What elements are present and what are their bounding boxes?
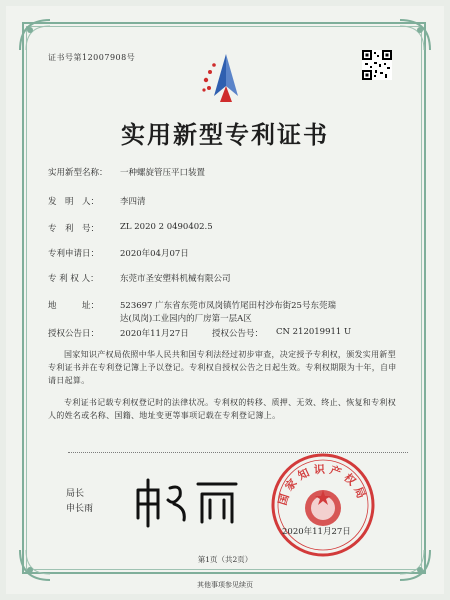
grant-number-value: CN 212019911 U	[276, 327, 352, 337]
patent-number-label: 专 利 号：	[48, 224, 100, 234]
filing-date-label: 专利申请日：	[48, 249, 100, 259]
inventor-value: 李四清	[120, 197, 146, 207]
director-signature	[130, 470, 250, 530]
certificate-paragraph-2: 专利证书记载专利权登记时的法律状况。专利权的转移、质押、无效、终止、恢复和专利权人的姓名或名称、国籍、地址变更等事项记载在专利登记簿上。	[48, 398, 396, 420]
grant-date-value: 2020年11月27日	[120, 329, 189, 339]
patent-owner-value: 东莞市圣安塑料机械有限公司	[120, 274, 231, 284]
seal-text: 国家知识产权局	[275, 462, 370, 507]
address-line-1: 523697 广东省东莞市凤岗镇竹尾田村沙布街25号东莞瑞	[120, 301, 336, 311]
patent-number-value: ZL 2020 2 0490402.5	[120, 222, 213, 232]
patent-owner-label: 专 利 权 人：	[48, 274, 99, 284]
invention-name-value: 一种螺旋管压平口装置	[120, 168, 206, 178]
grant-date-label: 授权公告日：	[48, 329, 100, 339]
seal-text-wrap	[268, 450, 378, 560]
corner-ornament-top-left	[18, 18, 52, 52]
cnipa-logo-icon	[196, 50, 256, 106]
corner-ornament-top-right	[398, 18, 432, 52]
address-label: 地 址：	[48, 301, 100, 311]
filing-date-value: 2020年04月07日	[120, 249, 189, 259]
svg-text:国家知识产权局	[275, 462, 369, 507]
grant-number-label: 授权公告号：	[212, 329, 264, 339]
inventor-label: 发 明 人：	[48, 197, 100, 207]
address-line-2: 达(凤岗)工业园内的厂房第一层A区	[120, 314, 252, 324]
qr-code-icon	[362, 50, 392, 80]
seal-date: 2020年11月27日	[282, 527, 351, 537]
certificate-number: 证书号第12007908号	[48, 53, 136, 62]
page-number: 第1页（共2页）	[197, 555, 253, 564]
director-name: 申长雨	[66, 504, 94, 514]
invention-name-label: 实用新型名称：	[48, 168, 108, 178]
continuation-note: 其他事项参见续页	[197, 581, 253, 589]
director-title: 局长	[66, 489, 85, 499]
certificate-title: 实用新型专利证书	[121, 120, 329, 149]
certificate-paragraph-1: 国家知识产权局依照中华人民共和国专利法经过初步审查，决定授予专利权，颁发实用新型专利证书并在专利登记簿上予以登记。专利权自授权公告之日起生效。专利权期限为十年，自申请日起算。	[48, 350, 397, 385]
